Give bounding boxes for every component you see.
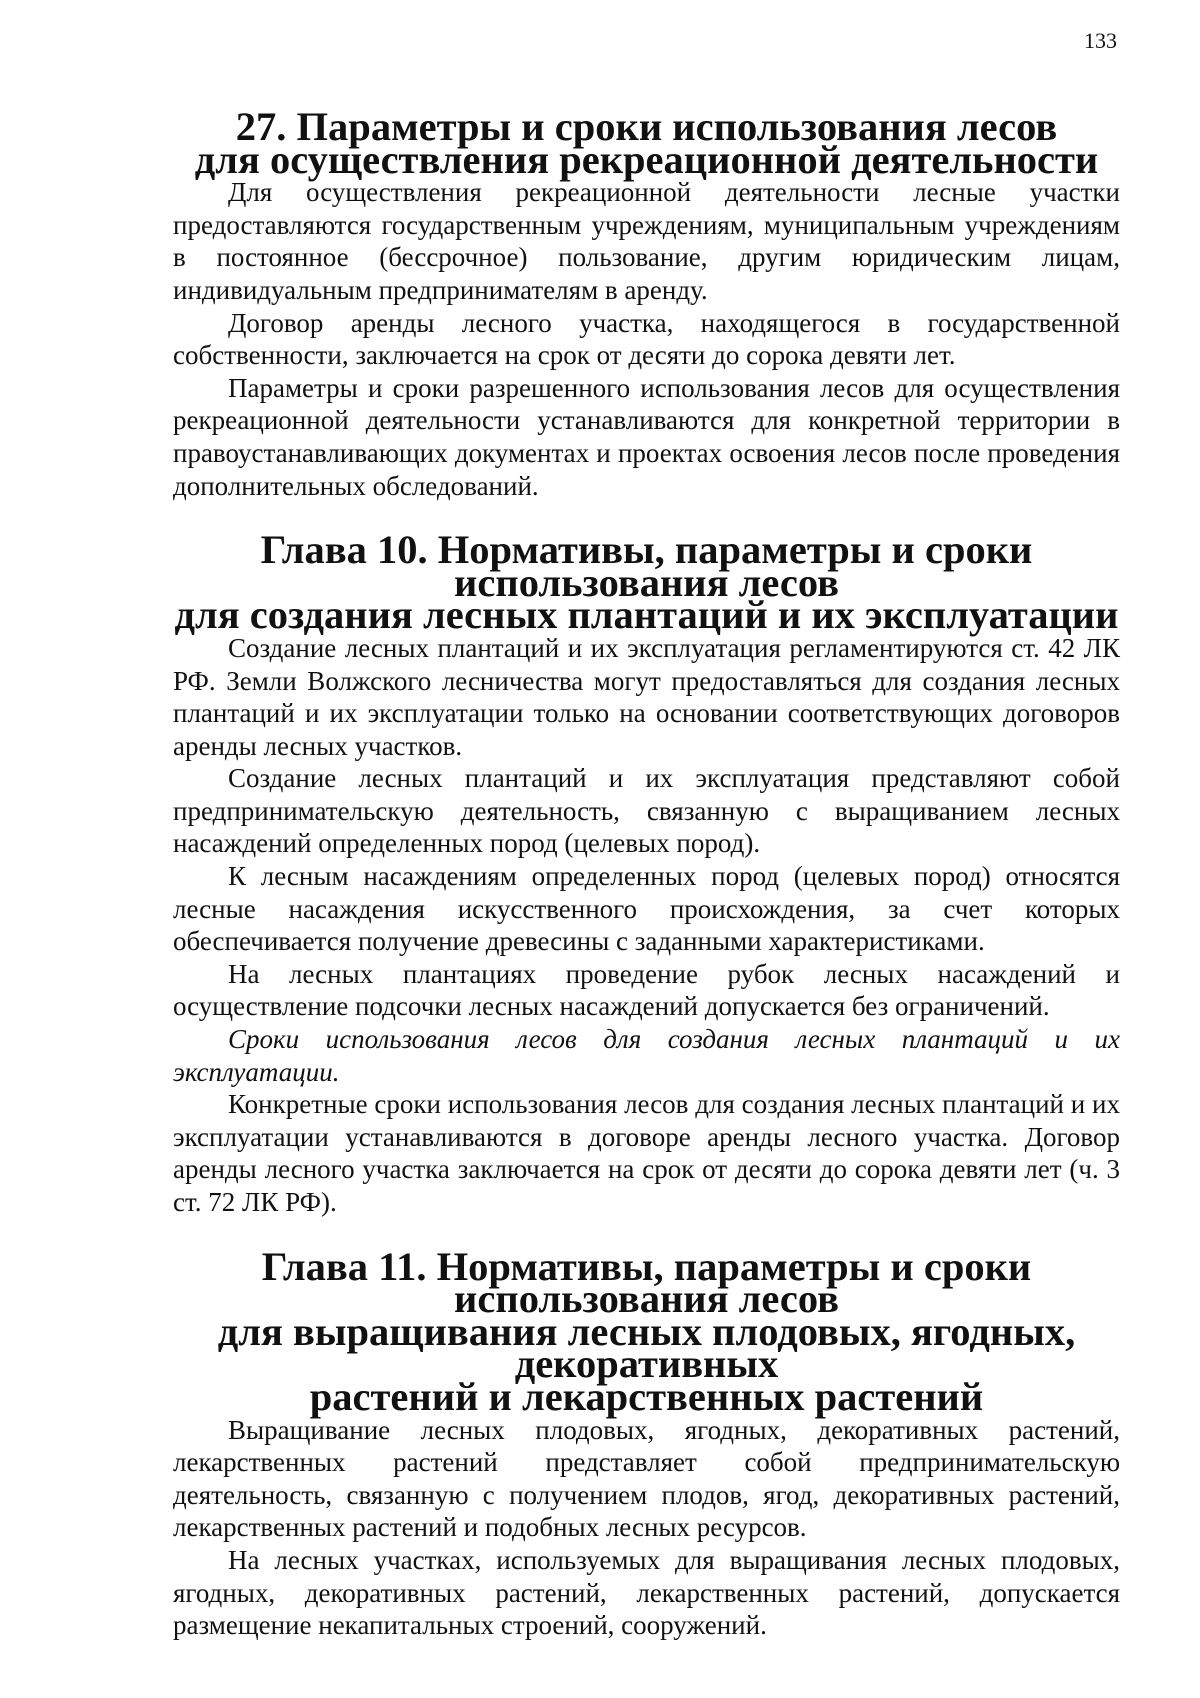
paragraph: Параметры и сроки разрешенного использования лесов для осуществления рекреационной деятельности устанавливаются для конкретной территории в правоустанавливающих документах и проектах освоения лесов после проведения дополнительных обследований. (173, 372, 1120, 501)
paragraph: К лесным насаждениям определенных пород (целевых пород) относятся лесные насаждения искусственного происхождения, за счет которых обеспечивается получение древесины с заданными характеристиками. (173, 861, 1120, 957)
chapter-heading (173, 527, 1120, 638)
section-heading (173, 104, 1120, 182)
paragraph: Создание лесных плантаций и их эксплуатация регламентируются ст. 42 ЛК РФ. Земли Волжского лесничества могут предоставляться для создания лесных плантаций и их эксплуатации только на основании соответствующих договоров аренды лесных участков. (173, 632, 1120, 761)
heading-line: для осуществления рекреационной деятельности (194, 136, 1099, 182)
section-recreation (173, 104, 1120, 502)
paragraph: Договор аренды лесного участка, находящегося в государственной собственности, заключается на срок от десяти до сорока девяти лет. (173, 307, 1120, 371)
section-chapter-10 (173, 527, 1120, 1218)
paragraph: Для осуществления рекреационной деятельности лесные участки предоставляются государственным учреждениям, муниципальным учреждениям в постоянное (бессрочное) пользование, другим юридическим лицам, индивидуальным предпринимателям в аренду. (173, 177, 1120, 305)
italic-subheading: Сроки использования лесов для создания лесных плантаций и их эксплуатации. (173, 1024, 1120, 1087)
heading-line: растений и лекарственных растений (309, 1373, 984, 1419)
paragraph: На лесных плантациях проведение рубок лесных насаждений и осуществление подсочки лесных насаждений допускается без ограничений. (173, 958, 1120, 1022)
chapter-heading (173, 1243, 1120, 1419)
paragraph: Создание лесных плантаций и их эксплуатация представляют собой предпринимательскую деятельность, связанную с выращиванием лесных насаждений определенных пород (целевых пород). (173, 763, 1120, 859)
page-number: 133 (1084, 28, 1117, 53)
paragraph: На лесных участках, используемых для выращивания лесных плодовых, ягодных, декоративных растений, лекарственных растений, допускается размещение некапитальных строений, сооружений. (173, 1544, 1120, 1641)
paragraph: Конкретные сроки использования лесов для создания лесных плантаций и их эксплуатации устанавливаются в договоре аренды лесного участка. Договор аренды лесного участка заключается на срок от десяти до сорока девяти лет (ч. 3 ст. 72 ЛК РФ). (173, 1089, 1120, 1217)
heading-line: Глава 10. Нормативы, параметры и сроки использования лесов (260, 527, 1033, 605)
heading-line: Глава 11. Нормативы, параметры и сроки использования лесов (261, 1243, 1032, 1322)
heading-line: 27. Параметры и сроки использования лесов (235, 104, 1058, 149)
heading-line: для выращивания лесных плодовых, ягодных, декоративных (217, 1308, 1076, 1387)
heading-line: для создания лесных плантаций и их эксплуатации (174, 592, 1119, 638)
paragraph: Выращивание лесных плодовых, ягодных, декоративных растений, лекарственных растений представляет собой предпринимательскую деятельность, связанную с получением плодов, ягод, декоративных растений, лекарственных растений и подобных лесных ресурсов. (173, 1414, 1120, 1543)
document-body (173, 104, 1120, 1642)
section-chapter-11 (173, 1243, 1120, 1642)
